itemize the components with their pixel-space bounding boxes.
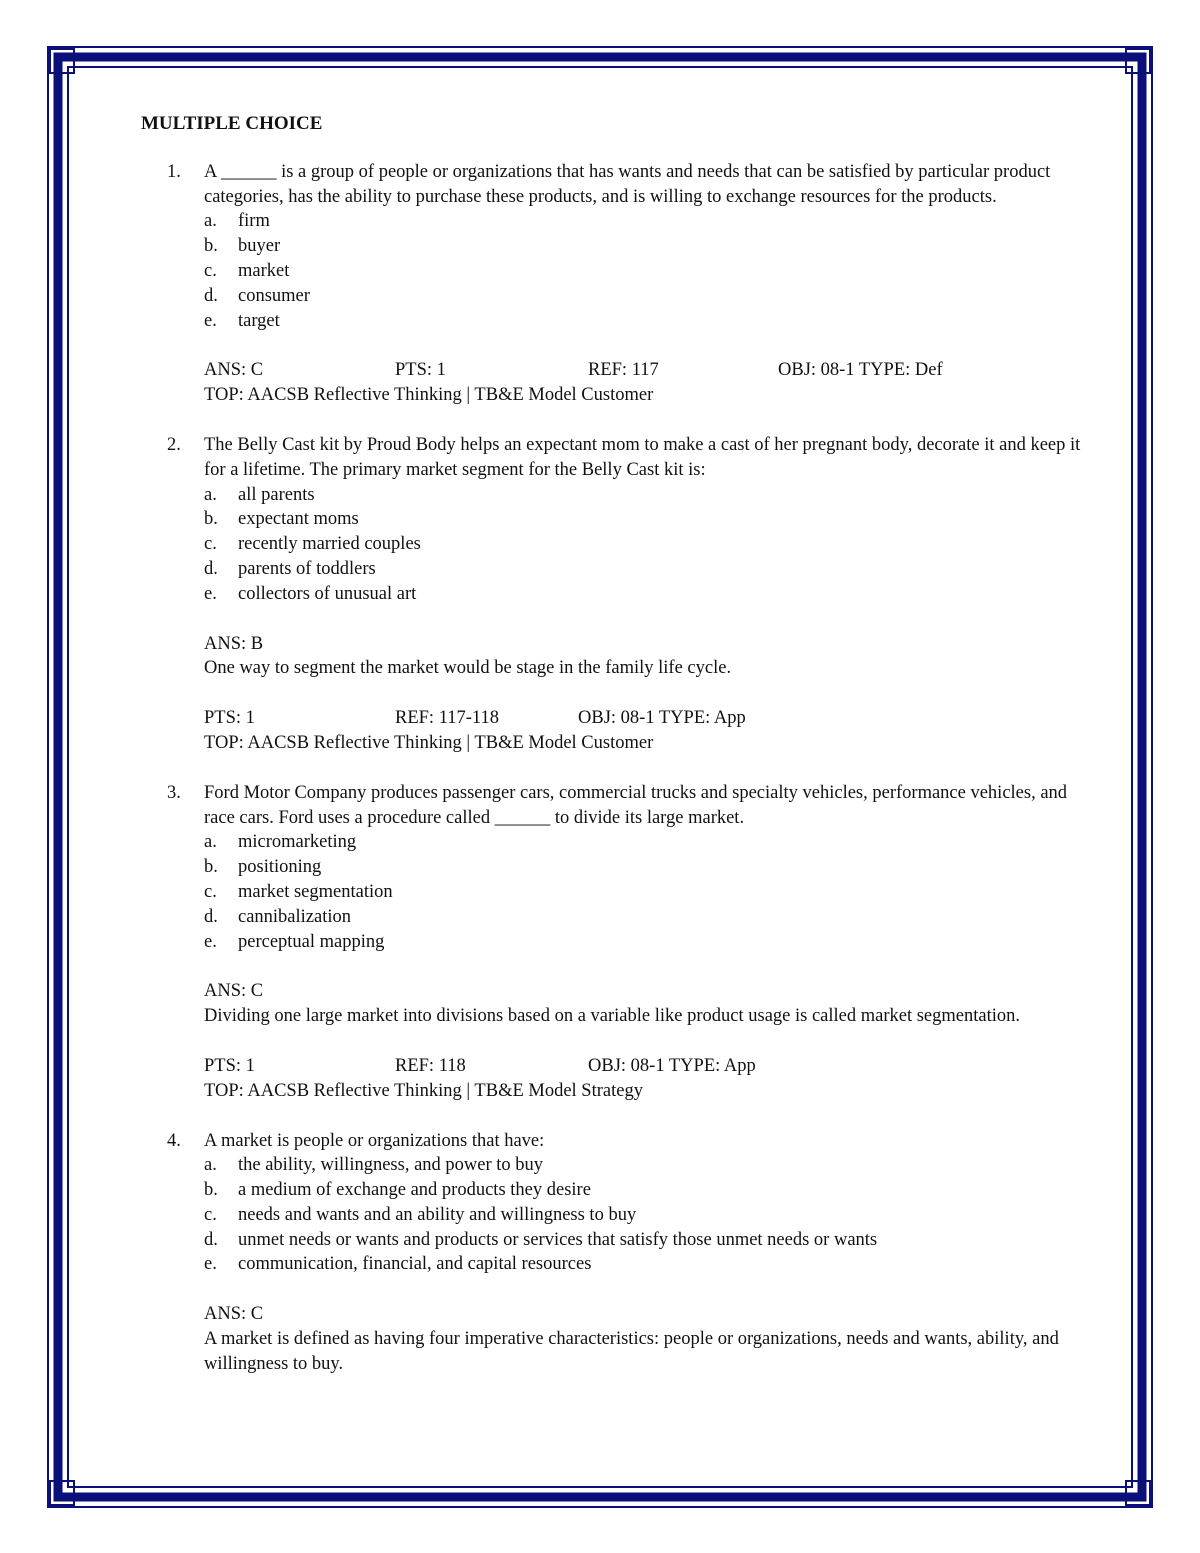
answer-explanation: Dividing one large market into divisions based on a variable like product usage is called market segmentation. [204,1006,1021,1027]
question-number: 2. [167,434,181,455]
choice-text: communication, financial, and capital resources [238,1254,592,1275]
choice-letter: b. [204,1180,218,1201]
question-number: 3. [167,782,181,803]
choice-letter: e. [204,583,217,604]
choice-item [204,855,1101,880]
choice-text: cannibalization [238,906,352,927]
choice-text: market [238,260,290,281]
answer-key: ANS: C [204,360,264,381]
question-text: Ford Motor Company produces passenger cars, commercial trucks and specialty vehicles, performance vehicles, and race cars. Ford uses a procedure called ______ to divide its large market. [204,782,1068,828]
topic: TOP: AACSB Reflective Thinking | TB&E Model Customer [204,385,654,406]
question-3 [141,781,1101,1104]
choice-list [204,483,1101,607]
choice-letter: e. [204,1254,217,1275]
answer-key: ANS: C [204,981,264,1002]
question-number: 1. [167,161,181,182]
choice-text: all parents [238,484,315,505]
choice-text: perceptual mapping [238,931,385,952]
choice-item [204,582,1101,607]
document-body [141,112,1101,1402]
choice-text: the ability, willingness, and power to buy [238,1155,544,1176]
choice-item [204,284,1101,309]
choice-item [204,483,1101,508]
choice-item [204,1153,1101,1178]
answer-block [204,979,1101,1103]
choice-letter: c. [204,1204,217,1225]
topic: TOP: AACSB Reflective Thinking | TB&E Model Customer [204,732,654,753]
choice-item [204,930,1101,955]
choice-text: expectant moms [238,509,359,530]
question-2 [141,433,1101,756]
answer-meta-row [204,706,1101,731]
question-text: A market is people or organizations that have: [204,1130,545,1151]
choice-item [204,830,1101,855]
answer-block [204,1302,1101,1376]
answer-block [204,358,1101,408]
points: PTS: 1 [204,1055,255,1076]
objective: OBJ: 08-1 TYPE: App [588,1055,756,1076]
choice-item [204,1228,1101,1253]
choice-item [204,209,1101,234]
choice-item [204,1252,1101,1277]
question-4 [141,1129,1101,1377]
question-number: 4. [167,1130,181,1151]
choice-text: a medium of exchange and products they desire [238,1180,591,1201]
choice-letter: a. [204,484,217,505]
choice-item [204,880,1101,905]
choice-letter: d. [204,1229,218,1250]
answer-key: ANS: C [204,1304,264,1325]
choice-item [204,1203,1101,1228]
choice-letter: e. [204,931,217,952]
objective: OBJ: 08-1 TYPE: App [578,708,746,729]
answer-block [204,632,1101,756]
points: PTS: 1 [204,708,255,729]
choice-item [204,507,1101,532]
choice-letter: b. [204,857,218,878]
choice-letter: c. [204,260,217,281]
choice-item [204,234,1101,259]
question-text: A ______ is a group of people or organizations that has wants and needs that can be satisfied by particular product categories, has the ability to purchase these products, and is willing to exchange resources for the products. [204,161,1051,207]
choice-letter: b. [204,236,218,257]
choice-letter: e. [204,310,217,331]
choice-text: recently married couples [238,534,421,555]
reference: REF: 118 [395,1055,466,1076]
choice-item [204,1178,1101,1203]
choice-item [204,905,1101,930]
choice-text: parents of toddlers [238,558,376,579]
choice-list [204,209,1101,333]
choice-text: firm [238,211,270,232]
topic: TOP: AACSB Reflective Thinking | TB&E Model Strategy [204,1080,643,1101]
choice-letter: a. [204,211,217,232]
points: PTS: 1 [395,360,446,381]
choice-text: target [238,310,280,331]
section-heading: MULTIPLE CHOICE [141,113,323,134]
choice-text: collectors of unusual art [238,583,417,604]
choice-letter: d. [204,285,218,306]
choice-letter: d. [204,906,218,927]
answer-key: ANS: B [204,633,264,654]
answer-explanation: A market is defined as having four imperative characteristics: people or organizations, needs and wants, ability, and willingness to buy. [204,1329,1059,1374]
choice-item [204,532,1101,557]
reference: REF: 117-118 [395,708,499,729]
objective: OBJ: 08-1 TYPE: Def [778,360,943,381]
reference: REF: 117 [588,360,659,381]
choice-item [204,557,1101,582]
answer-meta-row [204,358,1101,383]
choice-item [204,309,1101,334]
choice-text: needs and wants and an ability and willingness to buy [238,1204,637,1225]
choice-text: unmet needs or wants and products or services that satisfy those unmet needs or wants [238,1229,878,1250]
choice-letter: a. [204,832,217,853]
answer-explanation: One way to segment the market would be stage in the family life cycle. [204,658,732,679]
choice-list [204,1153,1101,1277]
choice-letter: c. [204,534,217,555]
choice-letter: a. [204,1155,217,1176]
answer-meta-row [204,1054,1101,1079]
choice-item [204,259,1101,284]
choice-text: consumer [238,285,310,306]
choice-letter: d. [204,558,218,579]
choice-text: market segmentation [238,881,393,902]
question-1 [141,160,1101,408]
choice-text: micromarketing [238,832,357,853]
choice-text: positioning [238,857,322,878]
question-text: The Belly Cast kit by Proud Body helps an expectant mom to make a cast of her pregnant body, decorate it and keep it for a lifetime. The primary market segment for the Belly Cast kit is: [204,434,1081,480]
choice-letter: c. [204,881,217,902]
choice-letter: b. [204,509,218,530]
choice-list [204,830,1101,954]
choice-text: buyer [238,236,281,257]
